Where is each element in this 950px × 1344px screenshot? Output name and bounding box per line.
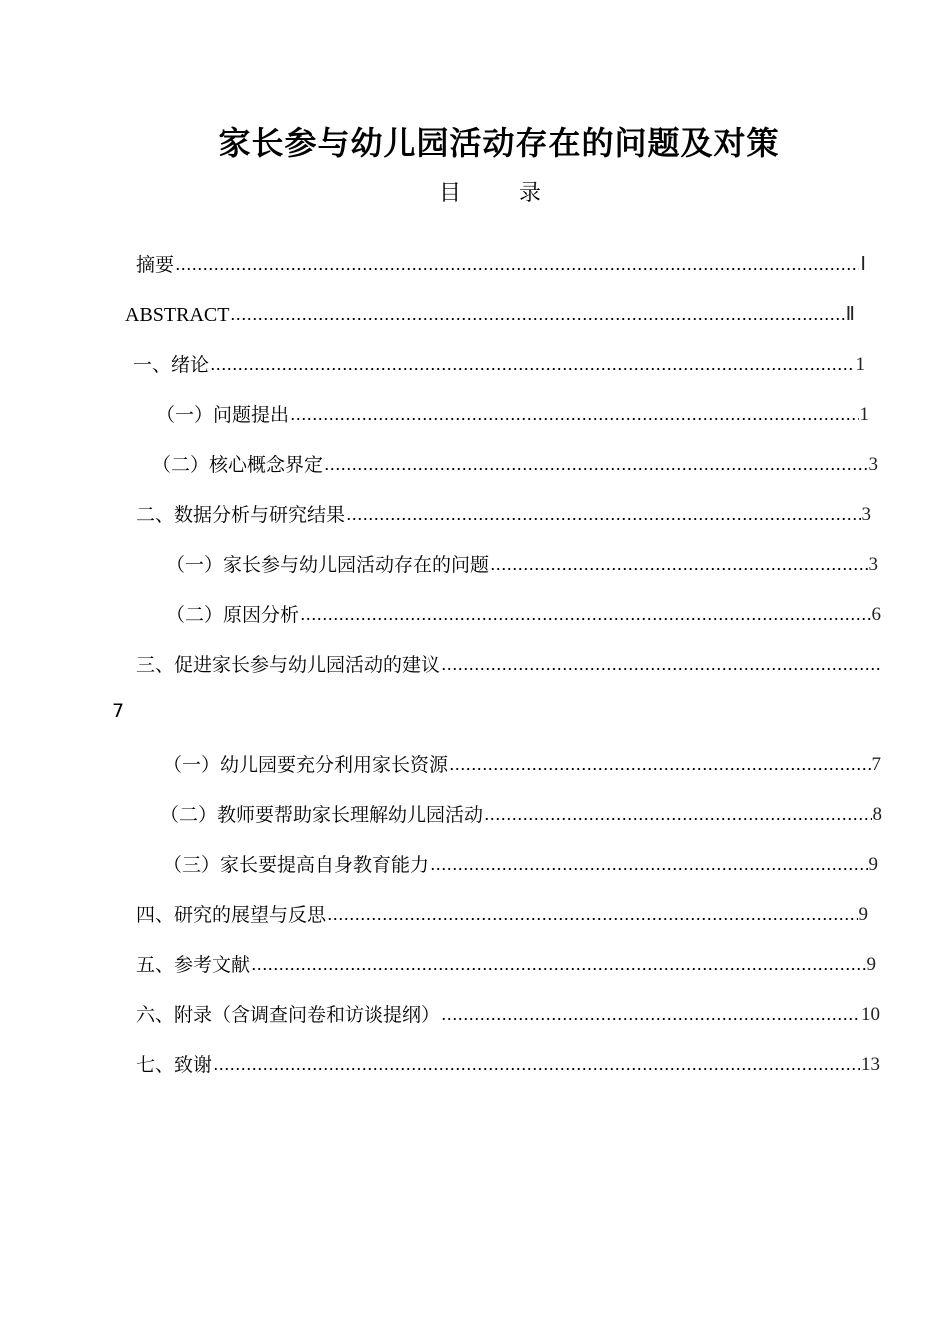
toc-entry-title: 七、致谢 <box>136 1054 213 1076</box>
toc-entry-section-1-2[interactable] <box>152 448 878 478</box>
toc-page-number: 9 <box>868 854 878 875</box>
toc-dot-leader <box>300 602 870 628</box>
toc-page-number: 7 <box>871 754 881 775</box>
toc-entry-section-1-1[interactable] <box>156 398 869 428</box>
toc-dot-leader <box>324 452 867 478</box>
toc-page-number: 9 <box>858 904 868 925</box>
toc-page-number: 3 <box>861 504 871 525</box>
toc-entry-title: 四、研究的展望与反思 <box>136 904 327 926</box>
toc-dot-leader <box>490 552 867 578</box>
toc-page-number: 8 <box>872 804 882 825</box>
toc-dot-leader <box>175 252 859 278</box>
toc-entry-section-3-1[interactable] <box>163 748 881 778</box>
toc-dot-leader <box>213 1052 860 1078</box>
toc-entry-section-2[interactable] <box>136 498 871 528</box>
toc-entry-section-6[interactable] <box>136 998 880 1028</box>
toc-page-number: 3 <box>868 454 878 475</box>
toc-entry-title: 六、附录（含调查问卷和访谈提纲） <box>136 1004 441 1026</box>
toc-entry-title: 三、促进家长参与幼儿园活动的建议 <box>136 654 441 676</box>
toc-entry-title: （三）家长要提高自身教育能力 <box>163 854 430 876</box>
toc-dot-leader <box>327 902 857 928</box>
toc-entry-section-3-2[interactable] <box>160 798 882 828</box>
toc-entry-title: （二）教师要帮助家长理解幼儿园活动 <box>160 804 484 826</box>
toc-dot-leader <box>251 952 865 978</box>
toc-entry-section-5[interactable] <box>136 948 876 978</box>
toc-entry-title: （一）问题提出 <box>156 404 290 426</box>
toc-dot-leader <box>230 302 844 328</box>
toc-page-number: 10 <box>861 1004 880 1025</box>
toc-entry-section-1[interactable] <box>133 348 865 378</box>
toc-entry-section-4[interactable] <box>136 898 868 928</box>
toc-dot-leader <box>346 502 860 528</box>
toc-entry-title: （一）幼儿园要充分利用家长资源 <box>163 754 449 776</box>
toc-entry-title: （二）核心概念界定 <box>152 454 324 476</box>
toc-dot-leader <box>484 802 871 828</box>
toc-dot-leader <box>441 1002 860 1028</box>
toc-page-number: 13 <box>861 1054 880 1075</box>
toc-page-number: Ⅱ <box>845 304 855 325</box>
toc-entry-section-7[interactable] <box>136 1048 880 1078</box>
toc-entry-section-2-2[interactable] <box>166 598 881 628</box>
toc-heading: 目 录 <box>438 181 559 206</box>
toc-page-number: Ⅰ <box>860 254 866 275</box>
toc-page-number: 6 <box>871 604 881 625</box>
toc-entry-section-3[interactable] <box>136 648 882 678</box>
toc-entry-title: 一、绪论 <box>133 354 210 376</box>
toc-entry-section-3-3[interactable] <box>163 848 878 878</box>
toc-dot-leader <box>210 352 854 378</box>
toc-page-number: 1 <box>855 354 865 375</box>
toc-dot-leader <box>449 752 870 778</box>
toc-page-number-wrapped: 7 <box>112 700 125 722</box>
toc-dot-leader <box>430 852 867 878</box>
toc-entry-title: 摘要 <box>136 254 175 276</box>
toc-page-number: 1 <box>859 404 869 425</box>
toc-entry-section-2-1[interactable] <box>166 548 878 578</box>
toc-page-number: 9 <box>866 954 876 975</box>
toc-entry-title: （一）家长参与幼儿园活动存在的问题 <box>166 554 490 576</box>
toc-entry-abstract-cn[interactable] <box>136 248 866 278</box>
toc-entry-title: （二）原因分析 <box>166 604 300 626</box>
document-title: 家长参与幼儿园活动存在的问题及对策 <box>218 124 780 162</box>
toc-entry-abstract-en[interactable] <box>125 298 855 328</box>
toc-dot-leader <box>290 402 858 428</box>
toc-dot-leader <box>441 652 881 678</box>
toc-entry-title: ABSTRACT <box>125 304 230 326</box>
toc-entry-title: 二、数据分析与研究结果 <box>136 504 346 526</box>
toc-page-number: 3 <box>868 554 878 575</box>
toc-entry-title: 五、参考文献 <box>136 954 251 976</box>
